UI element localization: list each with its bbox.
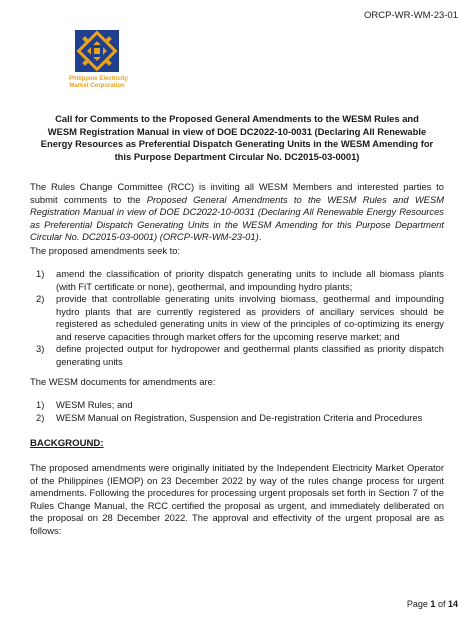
intro-text-italic: Proposed General Amendments to the WESM Rules and WESM Registration Manual in view of DOE DC2022-10-0031 (Declaring All Renewable Energy Resources as Preferential Dispatch Generating Units in the WESM Amending for this Purpose Department Circular No. DC2015-03-0001) (ORCP-WR-WM-23-01) [30, 193, 444, 242]
intro-paragraph [30, 181, 444, 244]
of-label: of [437, 599, 446, 609]
list-item-text: amend the classification of priority dispatch generating units to include all biomass plants (with FiT certificate or none), geothermal, and impounding hydro plants; [56, 268, 444, 292]
list-item-text: define projected output for hydropower and geothermal plants classified as priority dispatch generating units [56, 343, 444, 367]
current-page: 1 [430, 599, 436, 609]
amendments-list [30, 268, 444, 368]
page-number [407, 599, 458, 609]
list-item-number: 2) [36, 411, 45, 423]
list-item-text: provide that controllable generating units involving biomass, geothermal and impounding hydro plants that are currently registered as providers of ancillary services should be registered as scheduled generating units in view of the principles of co-optimizing its energy and reserve capacities through market offers for the upcoming reserve market; and [56, 293, 444, 342]
document-title: Call for Comments to the Proposed General Amendments to the WESM Rules and WESM Registration Manual in view of DOE DC2022-10-0031 (Declaring All Renewable Energy Resources as Preferential Dispatch Generating Units in the WESM Amending for this Purpose Department Circular No. DC2015-03-0001) [40, 113, 434, 162]
list-item-text: WESM Rules; and [56, 399, 133, 410]
list-item-number: 1) [36, 268, 45, 279]
background-paragraph: The proposed amendments were originally initiated by the Independent Electricity Market Operator of the Philippines (IEMOP) on 23 December 2022 by way of the rules change process for urgent amendments. Following the procedures for processing urgent proposals set forth in Section 7 of the Rules Change Manual, the RCC certified the proposal as urgent, and immediately deliberated on the proposal on 28 December 2022. The approval and effectivity of the urgent proposal are as follows: [30, 462, 444, 536]
list-item [30, 399, 444, 412]
list-item [30, 412, 444, 425]
list-item [30, 343, 444, 368]
page-label: Page [406, 599, 428, 609]
intro-text-2: . [258, 231, 262, 242]
logo-caption [69, 76, 129, 90]
list-item [30, 268, 444, 293]
documents-list [30, 399, 444, 424]
document-id: ORCP-WR-WM-23-01 [364, 10, 458, 21]
documents-intro: The WESM documents for amendments are: [30, 376, 216, 387]
background-heading: BACKGROUND: [30, 438, 104, 449]
list-item-text: WESM Manual on Registration, Suspension and De-registration Criteria and Procedures [56, 411, 423, 423]
logo-line-1: Philippine Electricity [69, 76, 129, 82]
list-item-number: 3) [36, 343, 45, 354]
total-pages: 14 [447, 599, 458, 609]
amendments-intro: The proposed amendments seek to: [30, 245, 181, 256]
logo-line-2: Market Corporation [69, 83, 125, 89]
list-item-number: 1) [36, 399, 45, 410]
pemc-logo-icon [73, 28, 121, 74]
list-item [30, 293, 444, 343]
pemc-logo [69, 28, 129, 90]
list-item-number: 2) [36, 293, 45, 304]
intro-text-1: The Rules Change Committee (RCC) is inviting all WESM Members and interested parties to submit comments to the [30, 181, 444, 205]
